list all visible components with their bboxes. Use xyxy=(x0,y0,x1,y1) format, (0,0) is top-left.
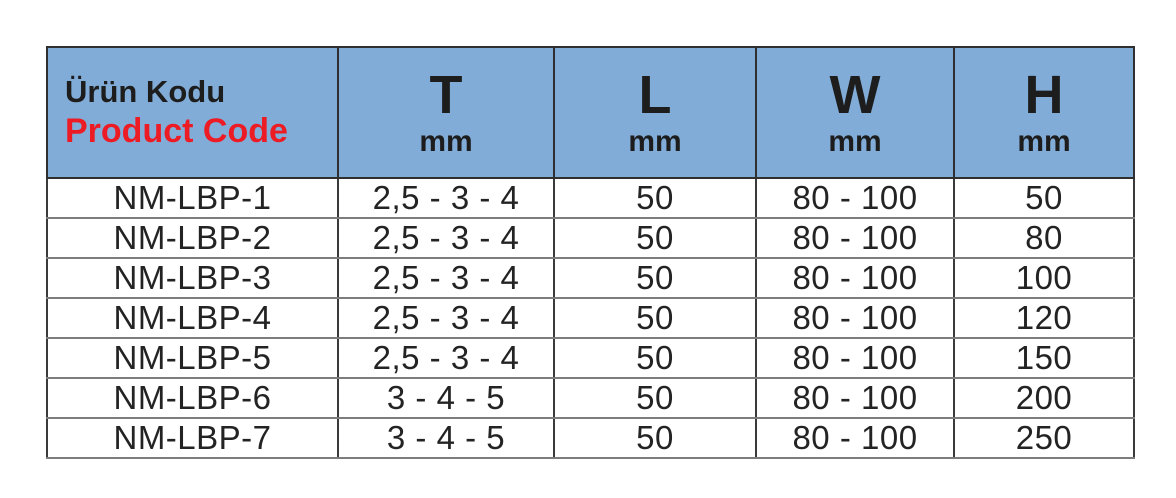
header-col-h-letter: H xyxy=(1024,64,1064,125)
header-product-code-turkish: Ürün Kodu xyxy=(65,73,226,109)
table-row xyxy=(47,298,1134,338)
cell-l: 50 xyxy=(554,218,756,258)
cell-h: 50 xyxy=(954,178,1134,218)
header-col-t-letter: T xyxy=(429,64,463,125)
cell-code: NM-LBP-7 xyxy=(47,418,338,458)
cell-l: 50 xyxy=(554,418,756,458)
cell-t: 2,5 - 3 - 4 xyxy=(338,298,554,338)
cell-code: NM-LBP-4 xyxy=(47,298,338,338)
cell-h: 200 xyxy=(954,378,1134,418)
cell-t: 2,5 - 3 - 4 xyxy=(338,218,554,258)
cell-code: NM-LBP-3 xyxy=(47,258,338,298)
cell-l: 50 xyxy=(554,258,756,298)
header-col-l xyxy=(554,47,756,178)
cell-w: 80 - 100 xyxy=(756,338,954,378)
cell-w: 80 - 100 xyxy=(756,258,954,298)
cell-h: 120 xyxy=(954,298,1134,338)
cell-t: 3 - 4 - 5 xyxy=(338,418,554,458)
cell-t: 3 - 4 - 5 xyxy=(338,378,554,418)
cell-w: 80 - 100 xyxy=(756,298,954,338)
header-product-code-english: Product Code xyxy=(65,112,288,151)
table-row xyxy=(47,338,1134,378)
cell-h: 250 xyxy=(954,418,1134,458)
cell-h: 100 xyxy=(954,258,1134,298)
header-product-code xyxy=(47,47,338,178)
header-col-l-letter: L xyxy=(638,64,672,125)
cell-code: NM-LBP-6 xyxy=(47,378,338,418)
table-row xyxy=(47,218,1134,258)
header-col-w-unit: mm xyxy=(828,124,882,158)
cell-t: 2,5 - 3 - 4 xyxy=(338,258,554,298)
table-row xyxy=(47,178,1134,218)
header-col-h xyxy=(954,47,1134,178)
table-row xyxy=(47,418,1134,458)
cell-w: 80 - 100 xyxy=(756,378,954,418)
cell-l: 50 xyxy=(554,298,756,338)
cell-code: NM-LBP-1 xyxy=(47,178,338,218)
cell-w: 80 - 100 xyxy=(756,418,954,458)
header-col-h-unit: mm xyxy=(1017,124,1071,158)
cell-h: 150 xyxy=(954,338,1134,378)
cell-l: 50 xyxy=(554,178,756,218)
cell-l: 50 xyxy=(554,338,756,378)
cell-code: NM-LBP-5 xyxy=(47,338,338,378)
cell-t: 2,5 - 3 - 4 xyxy=(338,338,554,378)
cell-w: 80 - 100 xyxy=(756,178,954,218)
cell-l: 50 xyxy=(554,378,756,418)
header-col-w-letter: W xyxy=(829,64,881,125)
table-row xyxy=(47,258,1134,298)
header-col-w xyxy=(756,47,954,178)
table-row xyxy=(47,378,1134,418)
header-col-t-unit: mm xyxy=(419,124,473,158)
cell-h: 80 xyxy=(954,218,1134,258)
header-row xyxy=(47,47,1134,178)
cell-w: 80 - 100 xyxy=(756,218,954,258)
header-col-l-unit: mm xyxy=(628,124,682,158)
cell-code: NM-LBP-2 xyxy=(47,218,338,258)
cell-t: 2,5 - 3 - 4 xyxy=(338,178,554,218)
header-col-t xyxy=(338,47,554,178)
product-spec-table xyxy=(46,46,1135,459)
